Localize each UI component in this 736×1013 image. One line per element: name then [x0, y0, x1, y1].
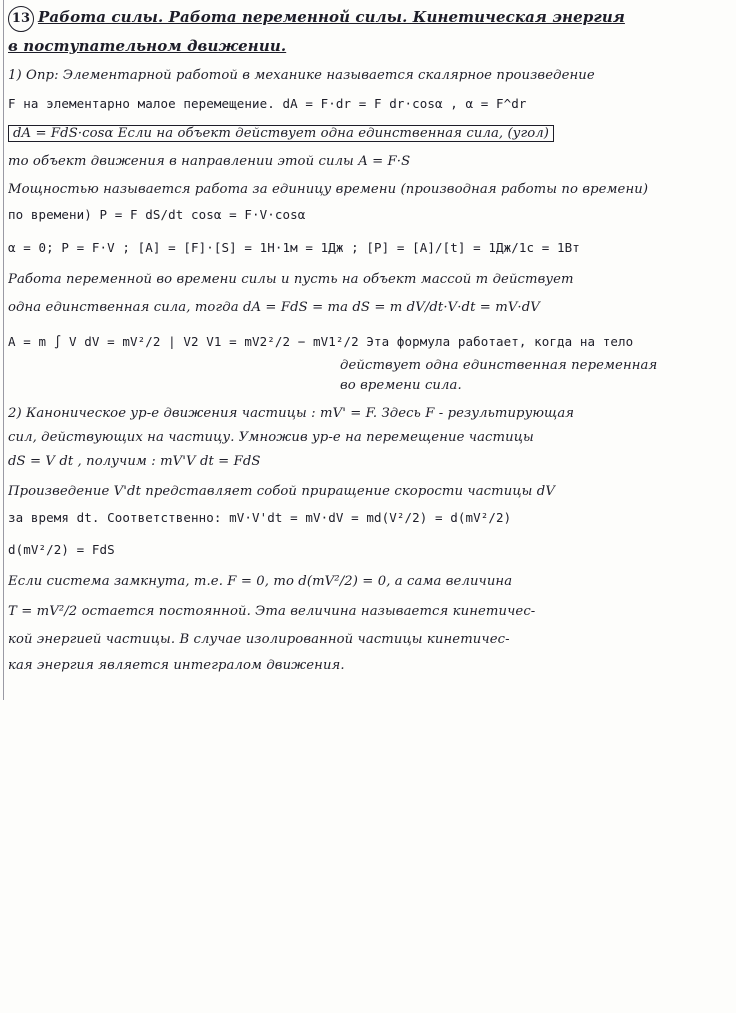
text-line-21: кой энергией частицы. В случае изолированной частицы кинетичес-: [8, 632, 510, 647]
text-line-7: α = 0; P = F·V ; [A] = [F]·[S] = 1Н·1м = 1Дж ; [P] = [A]/[t] = 1Дж/1с = 1Вт: [8, 240, 580, 255]
text-line-15: dS = V dt , получим : mV'V dt = FdS: [8, 454, 261, 469]
title-text-2: в поступательном движении.: [8, 37, 287, 55]
text-line-16: Произведение V'dt представляет собой приращение скорости частицы dV: [8, 484, 555, 499]
text-line-14: сил, действующих на частицу. Умножив ур-е на перемещение частицы: [8, 430, 534, 445]
text-line-18: d(mV²/2) = FdS: [8, 542, 115, 557]
margin-line: [3, 0, 4, 700]
title-text-1: Работа силы. Работа переменной силы. Кинетическая энергия: [38, 8, 625, 26]
text-line-13: 2) Каноническое ур-е движения частицы : mV' = F. Здесь F - результирующая: [8, 406, 575, 421]
page-title-line-2: [8, 36, 730, 56]
text-line-20: T = mV²/2 остается постоянной. Эта величина называется кинетичес-: [8, 604, 536, 619]
text-line-5: Мощностью называется работа за единицу времени (производная работы по времени): [8, 182, 649, 197]
text-line-17: за время dt. Соответственно: mV·V'dt = mV·dV = md(V²/2) = d(mV²/2): [8, 510, 512, 525]
text-line-3: [8, 124, 730, 144]
text-line-10: A = m ∫ V dV = mV²/2 | V2 V1 = mV2²/2 − mV1²/2 Эта формула работает, когда на тело: [8, 334, 634, 349]
text-line-22: кая энергия является интегралом движения.: [8, 658, 345, 673]
formula-box-A: то объект движения в направлении этой силы A = F·S: [8, 154, 411, 169]
text-line-19: Если система замкнута, т.е. F = 0, то d(mV²/2) = 0, а сама величина: [8, 574, 513, 589]
page-title-line-1: [8, 6, 730, 32]
text-line-9: одна единственная сила, тогда dA = FdS = ma dS = m dV/dt·V·dt = mV·dV: [8, 300, 540, 315]
text-line-4: [8, 152, 730, 172]
page-number: 13: [8, 6, 34, 32]
text-line-11: действует одна единственная переменная: [340, 358, 658, 373]
text-line-12: во времени сила.: [340, 378, 462, 393]
text-line-2: F на элементарно малое перемещение. dA = F·dr = F dr·cosα , α = F^dr: [8, 96, 527, 111]
text-line-6: по времени) P = F dS/dt cosα = F·V·cosα: [8, 207, 306, 222]
text-line-8: Работа переменной во времени силы и пусть на объект массой m действует: [8, 272, 574, 287]
formula-box-dA: dA = FdS·cosα Если на объект действует одна единственная сила, (угол): [8, 125, 554, 142]
text-line-1: 1) Опр: Элементарной работой в механике называется скалярное произведение: [8, 68, 595, 83]
